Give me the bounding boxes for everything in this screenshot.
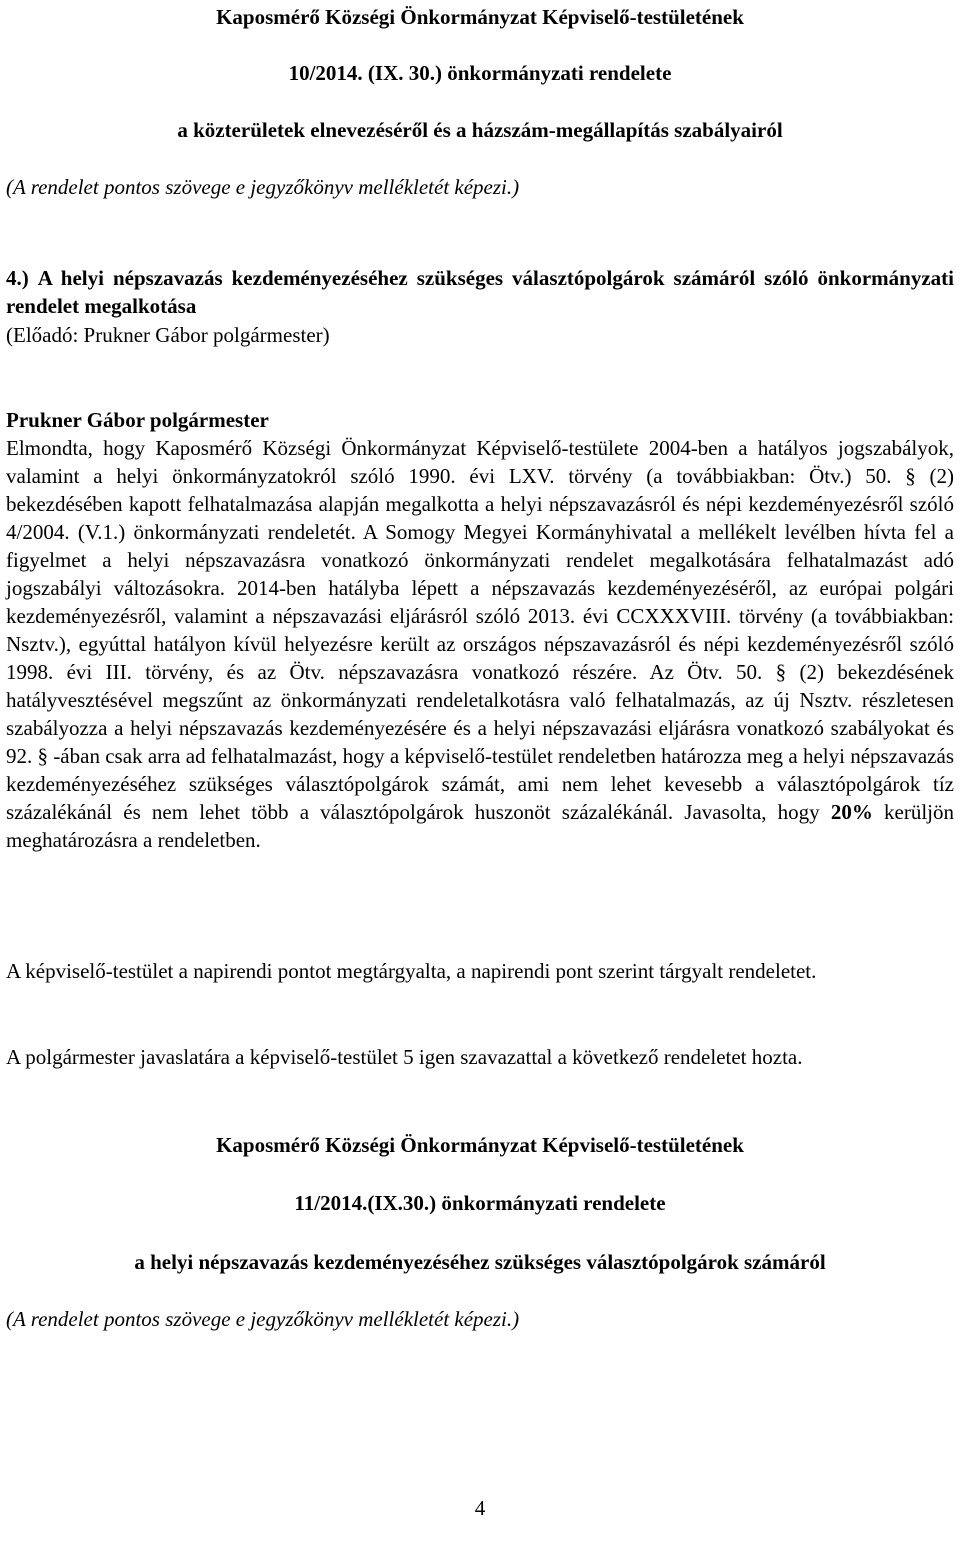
council-heading-2: Kaposmérő Községi Önkormányzat Képviselő-testületének [216,1133,744,1157]
decree-note-2: (A rendelet pontos szövege e jegyzőkönyv mellékletét képezi.) [6,1307,520,1331]
decree-number-1: 10/2014. (IX. 30.) önkormányzati rendelete [288,61,672,85]
speech-paragraph [6,434,954,854]
speaker-name: Prukner Gábor polgármester [6,408,269,432]
decree-subject-1: a közterületek elnevezéséről és a házszám-megállapítás szabályairól [177,118,783,142]
agenda-number: 4.) [6,266,29,290]
decree-subject-2: a helyi népszavazás kezdeményezéséhez szükséges választópolgárok számáról [134,1250,826,1274]
vote-paragraph: A polgármester javaslatára a képviselő-testület 5 igen szavazattal a következő rendeletet hozta. [6,1045,803,1069]
speech-text: Elmondta, hogy Kaposmérő Községi Önkormányzat Képviselő-testülete 2004-ben a hatályos jogszabályok, valamint a helyi önkormányzatokról szóló 1990. évi LXV. törvény (a továbbiakban: Ötv.) 50. § (2) bekezdésében kapott felhatalmazása alapján megalkotta a helyi népszavazásról és népi kezdeményezésről szóló 4/2004. (V.1.) önkormányzati rendeletét. A Somogy Megyei Kormányhivatal a mellékelt levélben hívta fel a figyelmet a helyi népszavazásra vonatkozó önkormányzati rendelet megalkotására felhatalmazást adó jogszabályi változásokra. 2014-ben hatályba lépett a népszavazás kezdeményezéséről, az európai polgári kezdeményezésről, valamint a népszavazási eljárásról szóló 2013. évi CCXXXVIII. törvény (a továbbiakban: Nsztv.), egyúttal hatályon kívül helyezésre került az országos népszavazásról és népi kezdeményezésről szóló 1998. évi III. törvény, és az Ötv. népszavazásra vonatkozó részére. Az Ötv. 50. § (2) bekezdésének hatályvesztésével megszűnt az önkormányzati rendeletalkotásra való felhatalmazás, az új Nsztv. részletesen szabályozza a helyi népszavazás kezdeményezésére és a helyi népszavazási eljárásra vonatkozó szabályokat és 92. § -ában csak arra ad felhatalmazást, hogy a képviselő-testület rendeletben határozza meg a helyi népszavazás kezdeményezéséhez szükséges választópolgárok számát, ami nem lehet kevesebb a választópolgárok tíz százalékánál és nem lehet több a választópolgárok huszonöt százalékánál. Javasolta, hogy [6,436,954,824]
agenda-item [6,264,954,320]
speech-highlight: 20% [830,800,873,824]
agenda-presenter: (Előadó: Prukner Gábor polgármester) [6,323,330,347]
decree-number-2: 11/2014.(IX.30.) önkormányzati rendelete [294,1191,666,1215]
agenda-title: A helyi népszavazás kezdeményezéséhez szükséges választópolgárok számáról szóló önkormányzati rendelet megalkotása [6,266,955,318]
decree-note-1: (A rendelet pontos szövege e jegyzőkönyv mellékletét képezi.) [6,175,520,199]
discussion-paragraph: A képviselő-testület a napirendi pontot megtárgyalta, a napirendi pont szerint tárgyalt rendeletet. [6,959,817,983]
council-heading-1: Kaposmérő Községi Önkormányzat Képviselő-testületének [216,5,744,29]
page-number: 4 [474,1496,486,1520]
speech-text-end: kerüljön meghatározásra a rendeletben. [6,800,955,852]
